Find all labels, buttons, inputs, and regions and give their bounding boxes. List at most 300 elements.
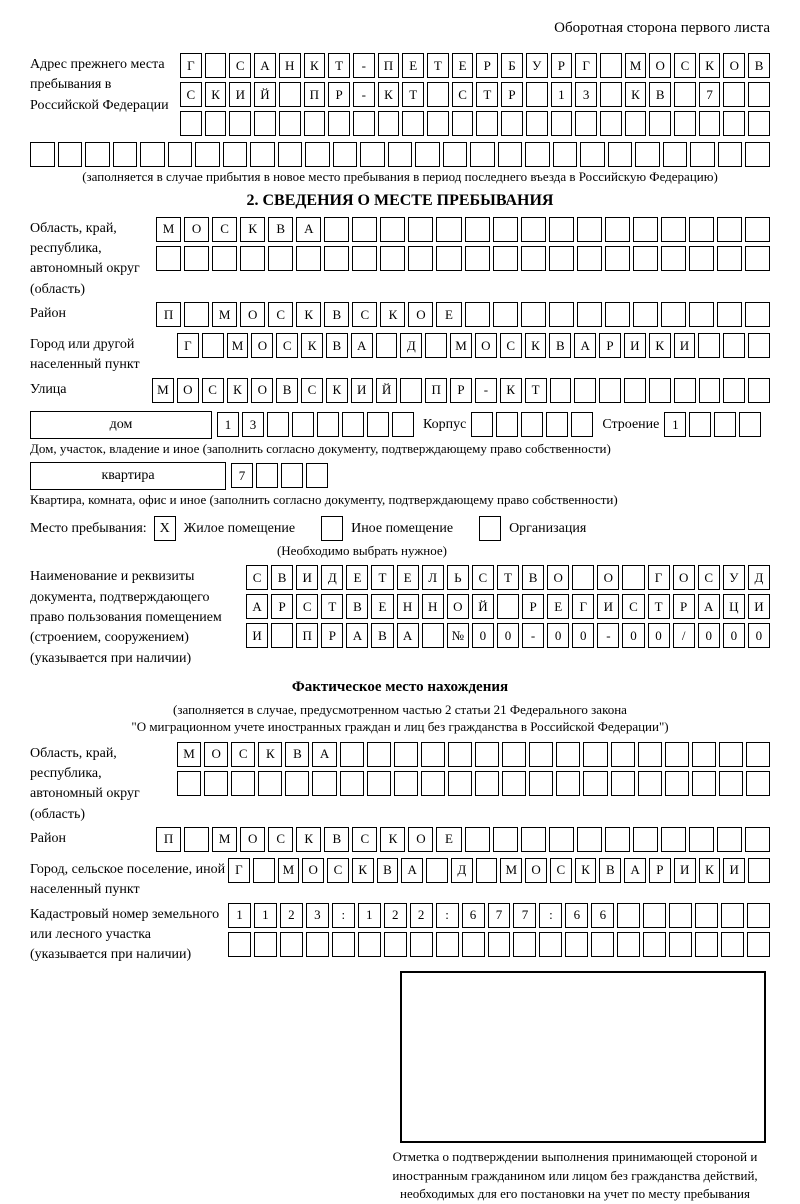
char-cell[interactable]: 0 [748,623,770,648]
char-cell[interactable]: Й [376,378,398,403]
char-cell[interactable]: Е [371,594,393,619]
char-cell[interactable] [360,142,385,167]
char-cell[interactable]: К [227,378,249,403]
char-cell[interactable]: И [597,594,619,619]
char-cell[interactable]: Б [501,53,523,78]
char-cell[interactable]: 1 [217,412,239,437]
char-cell[interactable]: 0 [572,623,594,648]
char-cell[interactable] [633,246,658,271]
char-cell[interactable]: Е [397,565,419,590]
char-cell[interactable] [493,217,518,242]
char-cell[interactable]: К [625,82,647,107]
char-cell[interactable]: : [332,903,355,928]
char-cell[interactable] [748,82,770,107]
char-cell[interactable] [723,333,745,358]
char-cell[interactable] [443,142,468,167]
char-cell[interactable]: П [425,378,447,403]
char-cell[interactable]: 1 [664,412,686,437]
char-cell[interactable] [699,378,721,403]
char-cell[interactable] [380,246,405,271]
char-cell[interactable] [717,302,742,327]
char-cell[interactable] [253,858,275,883]
char-cell[interactable] [422,623,444,648]
char-cell[interactable]: Й [472,594,494,619]
char-cell[interactable] [426,858,448,883]
char-cell[interactable] [380,217,405,242]
char-cell[interactable]: С [352,827,377,852]
char-cell[interactable]: Г [177,333,199,358]
char-cell[interactable]: А [312,742,336,767]
char-cell[interactable] [643,932,666,957]
char-cell[interactable] [600,82,622,107]
char-cell[interactable] [611,742,635,767]
char-cell[interactable] [521,246,546,271]
char-cell[interactable] [577,246,602,271]
char-cell[interactable] [436,932,459,957]
char-cell[interactable] [352,217,377,242]
char-cell[interactable]: С [674,53,696,78]
char-cell[interactable]: Д [321,565,343,590]
char-cell[interactable] [279,82,301,107]
char-cell[interactable] [367,742,391,767]
char-cell[interactable] [638,742,662,767]
char-cell[interactable]: Р [450,378,472,403]
char-cell[interactable] [649,111,671,136]
char-cell[interactable] [278,142,303,167]
char-cell[interactable] [513,932,536,957]
char-cell[interactable]: Е [402,53,424,78]
char-cell[interactable]: П [296,623,318,648]
checkbox-other-premises[interactable] [321,516,343,541]
char-cell[interactable]: С [500,333,522,358]
char-cell[interactable] [501,111,523,136]
char-cell[interactable] [113,142,138,167]
char-cell[interactable]: Е [436,302,461,327]
char-cell[interactable] [689,412,711,437]
char-cell[interactable] [549,217,574,242]
char-cell[interactable] [747,932,770,957]
char-cell[interactable]: Г [228,858,250,883]
char-cell[interactable]: Г [572,594,594,619]
char-cell[interactable] [551,111,573,136]
char-cell[interactable] [605,302,630,327]
char-cell[interactable] [394,771,418,796]
char-cell[interactable]: 2 [280,903,303,928]
char-cell[interactable]: 0 [723,623,745,648]
char-cell[interactable]: А [574,333,596,358]
char-cell[interactable]: 7 [699,82,721,107]
char-cell[interactable] [292,412,314,437]
char-cell[interactable]: Р [551,53,573,78]
char-cell[interactable] [745,217,770,242]
char-cell[interactable]: Д [400,333,422,358]
char-cell[interactable] [427,111,449,136]
char-cell[interactable]: А [624,858,646,883]
char-cell[interactable] [415,142,440,167]
char-cell[interactable] [633,217,658,242]
char-cell[interactable]: Т [427,53,449,78]
char-cell[interactable]: О [302,858,324,883]
char-cell[interactable] [448,771,472,796]
char-cell[interactable]: С [229,53,251,78]
char-cell[interactable] [719,771,743,796]
char-cell[interactable] [402,111,424,136]
char-cell[interactable]: М [212,827,237,852]
char-cell[interactable]: 0 [648,623,670,648]
char-cell[interactable] [674,378,696,403]
char-cell[interactable] [698,333,720,358]
char-cell[interactable] [622,565,644,590]
char-cell[interactable] [719,742,743,767]
char-cell[interactable]: А [698,594,720,619]
char-cell[interactable] [674,82,696,107]
char-cell[interactable] [521,412,543,437]
char-cell[interactable] [575,111,597,136]
char-cell[interactable]: Й [254,82,276,107]
char-cell[interactable] [184,827,209,852]
char-cell[interactable] [723,111,745,136]
char-cell[interactable] [583,771,607,796]
char-cell[interactable] [529,742,553,767]
char-cell[interactable] [427,82,449,107]
char-cell[interactable]: И [674,858,696,883]
char-cell[interactable] [583,742,607,767]
char-cell[interactable] [140,142,165,167]
char-cell[interactable] [605,827,630,852]
char-cell[interactable] [695,932,718,957]
char-cell[interactable] [665,742,689,767]
char-cell[interactable]: А [397,623,419,648]
char-cell[interactable] [526,111,548,136]
char-cell[interactable]: Ь [447,565,469,590]
char-cell[interactable]: Д [748,565,770,590]
char-cell[interactable]: О [649,53,671,78]
char-cell[interactable] [617,903,640,928]
char-cell[interactable]: К [525,333,547,358]
char-cell[interactable] [635,142,660,167]
char-cell[interactable] [353,111,375,136]
char-cell[interactable] [746,742,770,767]
char-cell[interactable]: О [240,827,265,852]
char-cell[interactable]: Т [497,565,519,590]
char-cell[interactable]: В [326,333,348,358]
char-cell[interactable] [465,217,490,242]
char-cell[interactable] [376,333,398,358]
char-cell[interactable]: С [202,378,224,403]
char-cell[interactable] [231,771,255,796]
char-cell[interactable]: 0 [472,623,494,648]
char-cell[interactable] [746,771,770,796]
char-cell[interactable]: Р [673,594,695,619]
char-cell[interactable]: В [377,858,399,883]
char-cell[interactable]: О [597,565,619,590]
char-cell[interactable]: В [599,858,621,883]
char-cell[interactable]: Е [452,53,474,78]
char-cell[interactable] [421,771,445,796]
char-cell[interactable]: В [285,742,309,767]
char-cell[interactable] [204,771,228,796]
char-cell[interactable]: К [296,827,321,852]
char-cell[interactable]: В [748,53,770,78]
char-cell[interactable] [180,111,202,136]
char-cell[interactable]: И [624,333,646,358]
char-cell[interactable]: У [526,53,548,78]
char-cell[interactable] [476,858,498,883]
char-cell[interactable]: С [698,565,720,590]
char-cell[interactable]: Т [648,594,670,619]
char-cell[interactable]: Т [402,82,424,107]
char-cell[interactable]: М [278,858,300,883]
char-cell[interactable]: № [447,623,469,648]
char-cell[interactable] [661,302,686,327]
char-cell[interactable]: М [152,378,174,403]
char-cell[interactable]: Т [525,378,547,403]
char-cell[interactable] [605,246,630,271]
char-cell[interactable] [690,142,715,167]
char-cell[interactable]: О [475,333,497,358]
char-cell[interactable]: - [475,378,497,403]
char-cell[interactable]: С [352,302,377,327]
char-cell[interactable] [30,142,55,167]
char-cell[interactable]: 6 [565,903,588,928]
char-cell[interactable]: И [674,333,696,358]
char-cell[interactable] [408,217,433,242]
char-cell[interactable] [400,378,422,403]
char-cell[interactable]: 6 [462,903,485,928]
char-cell[interactable]: - [597,623,619,648]
char-cell[interactable] [745,142,770,167]
char-cell[interactable]: В [271,565,293,590]
char-cell[interactable] [205,53,227,78]
char-cell[interactable]: К [258,742,282,767]
char-cell[interactable]: С [268,302,293,327]
char-cell[interactable]: М [450,333,472,358]
char-cell[interactable]: И [246,623,268,648]
char-cell[interactable]: У [723,565,745,590]
char-cell[interactable]: К [380,302,405,327]
char-cell[interactable]: В [371,623,393,648]
char-cell[interactable] [723,82,745,107]
char-cell[interactable]: О [408,302,433,327]
char-cell[interactable]: О [408,827,433,852]
char-cell[interactable]: 0 [497,623,519,648]
char-cell[interactable] [476,111,498,136]
char-cell[interactable]: Р [501,82,523,107]
char-cell[interactable] [471,412,493,437]
char-cell[interactable]: А [254,53,276,78]
char-cell[interactable]: С [180,82,202,107]
char-cell[interactable]: М [625,53,647,78]
char-cell[interactable] [565,932,588,957]
char-cell[interactable] [228,932,251,957]
char-cell[interactable] [748,378,770,403]
char-cell[interactable] [267,412,289,437]
char-cell[interactable] [436,217,461,242]
char-cell[interactable] [599,378,621,403]
char-cell[interactable] [285,771,309,796]
char-cell[interactable] [498,142,523,167]
char-cell[interactable]: : [436,903,459,928]
char-cell[interactable]: А [246,594,268,619]
char-cell[interactable] [333,142,358,167]
char-cell[interactable]: Р [321,623,343,648]
char-cell[interactable] [177,771,201,796]
char-cell[interactable] [571,412,593,437]
char-cell[interactable]: И [723,858,745,883]
char-cell[interactable] [465,302,490,327]
char-cell[interactable]: П [156,302,181,327]
char-cell[interactable] [748,858,770,883]
char-cell[interactable]: О [251,378,273,403]
char-cell[interactable] [546,412,568,437]
char-cell[interactable]: В [549,333,571,358]
char-cell[interactable]: 1 [358,903,381,928]
char-cell[interactable] [496,412,518,437]
char-cell[interactable]: О [184,217,209,242]
char-cell[interactable] [392,412,414,437]
char-cell[interactable]: В [324,302,349,327]
char-cell[interactable]: К [575,858,597,883]
char-cell[interactable] [254,111,276,136]
char-cell[interactable]: Е [346,565,368,590]
char-cell[interactable]: Т [321,594,343,619]
char-cell[interactable] [718,142,743,167]
char-cell[interactable]: К [205,82,227,107]
char-cell[interactable] [332,932,355,957]
char-cell[interactable]: Т [328,53,350,78]
char-cell[interactable]: М [177,742,201,767]
char-cell[interactable] [748,333,770,358]
char-cell[interactable] [324,246,349,271]
char-cell[interactable] [212,246,237,271]
char-cell[interactable] [748,111,770,136]
char-cell[interactable]: К [240,217,265,242]
char-cell[interactable]: К [380,827,405,852]
char-cell[interactable] [580,142,605,167]
char-cell[interactable] [661,246,686,271]
char-cell[interactable] [384,932,407,957]
char-cell[interactable] [638,771,662,796]
char-cell[interactable] [721,903,744,928]
char-cell[interactable]: О [177,378,199,403]
char-cell[interactable]: С [622,594,644,619]
char-cell[interactable]: - [353,53,375,78]
char-cell[interactable]: 1 [228,903,251,928]
char-cell[interactable] [240,246,265,271]
char-cell[interactable] [281,463,303,488]
char-cell[interactable] [305,142,330,167]
char-cell[interactable] [692,742,716,767]
char-cell[interactable]: А [401,858,423,883]
char-cell[interactable]: П [156,827,181,852]
char-cell[interactable] [689,827,714,852]
char-cell[interactable]: 3 [242,412,264,437]
char-cell[interactable] [367,771,391,796]
char-cell[interactable] [525,142,550,167]
char-cell[interactable] [465,246,490,271]
char-cell[interactable]: С [301,378,323,403]
char-cell[interactable]: В [276,378,298,403]
char-cell[interactable] [649,378,671,403]
char-cell[interactable]: 2 [384,903,407,928]
char-cell[interactable] [448,742,472,767]
char-cell[interactable] [184,302,209,327]
char-cell[interactable]: В [649,82,671,107]
char-cell[interactable] [689,302,714,327]
char-cell[interactable] [340,742,364,767]
char-cell[interactable]: К [699,53,721,78]
char-cell[interactable]: М [500,858,522,883]
char-cell[interactable]: С [231,742,255,767]
char-cell[interactable]: А [351,333,373,358]
char-cell[interactable] [378,111,400,136]
char-cell[interactable] [745,302,770,327]
char-cell[interactable]: И [748,594,770,619]
char-cell[interactable]: Р [476,53,498,78]
char-cell[interactable] [256,463,278,488]
char-cell[interactable] [611,771,635,796]
char-cell[interactable] [421,742,445,767]
char-cell[interactable] [556,771,580,796]
char-cell[interactable] [156,246,181,271]
char-cell[interactable] [408,246,433,271]
char-cell[interactable] [574,378,596,403]
char-cell[interactable] [493,827,518,852]
char-cell[interactable]: В [268,217,293,242]
char-cell[interactable] [661,217,686,242]
char-cell[interactable] [279,111,301,136]
char-cell[interactable] [663,142,688,167]
char-cell[interactable]: 0 [547,623,569,648]
char-cell[interactable] [689,246,714,271]
char-cell[interactable] [436,246,461,271]
checkbox-organization[interactable] [479,516,501,541]
char-cell[interactable]: К [352,858,374,883]
char-cell[interactable] [493,246,518,271]
char-cell[interactable]: К [500,378,522,403]
char-cell[interactable]: Г [648,565,670,590]
char-cell[interactable]: Ц [723,594,745,619]
char-cell[interactable] [549,827,574,852]
char-cell[interactable]: 6 [591,903,614,928]
char-cell[interactable] [268,246,293,271]
char-cell[interactable]: Р [522,594,544,619]
char-cell[interactable] [689,217,714,242]
char-cell[interactable] [475,742,499,767]
char-cell[interactable]: С [296,594,318,619]
char-cell[interactable] [699,111,721,136]
char-cell[interactable]: С [268,827,293,852]
char-cell[interactable] [254,932,277,957]
char-cell[interactable] [577,302,602,327]
char-cell[interactable]: М [212,302,237,327]
char-cell[interactable] [410,932,433,957]
char-cell[interactable]: Е [547,594,569,619]
char-cell[interactable] [342,412,364,437]
char-cell[interactable]: Р [599,333,621,358]
char-cell[interactable] [280,932,303,957]
char-cell[interactable]: : [539,903,562,928]
char-cell[interactable] [577,827,602,852]
char-cell[interactable]: О [204,742,228,767]
char-cell[interactable] [184,246,209,271]
char-cell[interactable] [553,142,578,167]
char-cell[interactable] [229,111,251,136]
char-cell[interactable] [717,827,742,852]
char-cell[interactable]: Н [397,594,419,619]
char-cell[interactable]: 0 [698,623,720,648]
char-cell[interactable]: 0 [622,623,644,648]
